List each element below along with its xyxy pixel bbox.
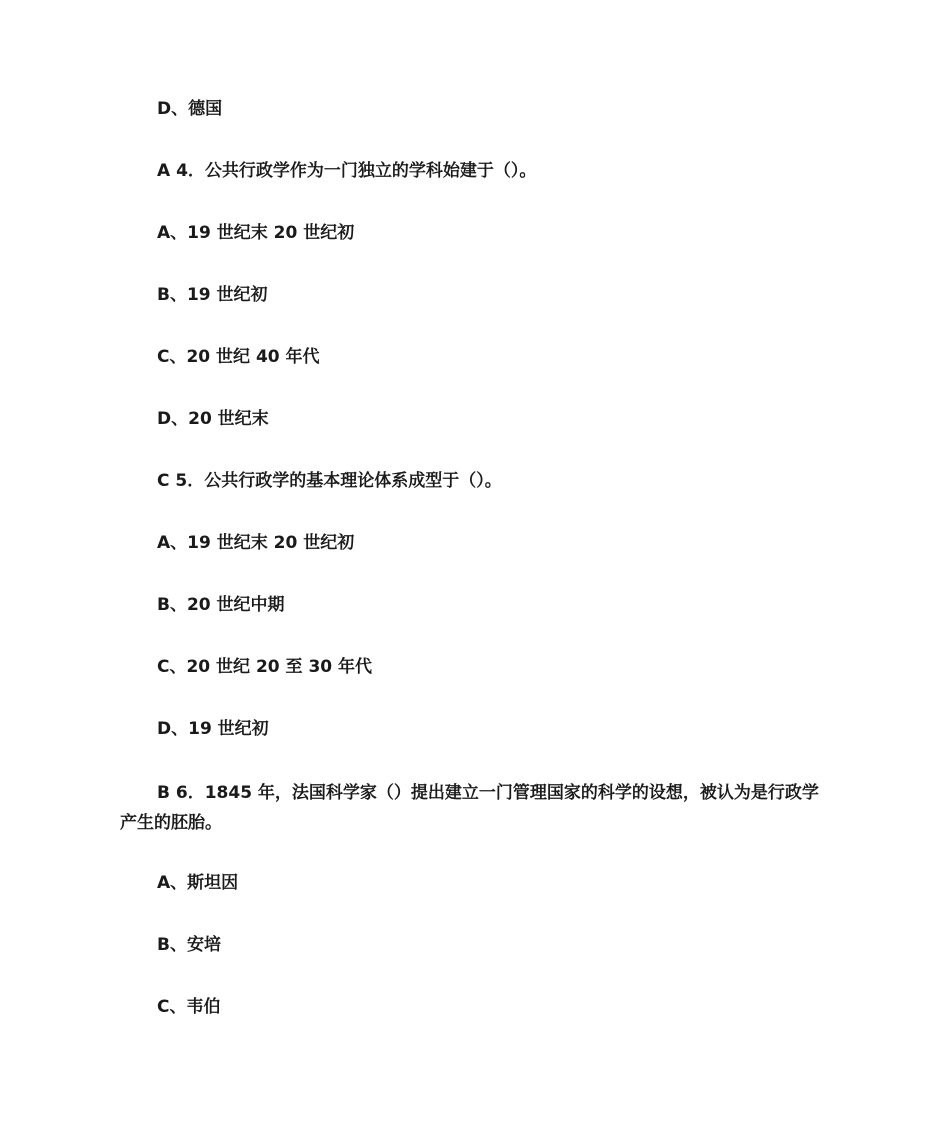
q5-option-a: A、19 世纪末 20 世纪初 [157,533,355,553]
q6-option-c: C、韦伯 [157,997,221,1017]
q4-option-b: B、19 世纪初 [157,285,268,305]
question-6: B 6．1845 年，法国科学家（）提出建立一门管理国家的科学的设想，被认为是行政学产生的胚胎。 [120,783,819,833]
q4-option-d: D、20 世纪末 [157,409,269,429]
q5-option-d: D、19 世纪初 [157,719,269,739]
question-4: A 4．公共行政学作为一门独立的学科始建于（）。 [157,161,537,181]
q6-option-b: B、安培 [157,935,221,955]
q6-option-a: A、斯坦因 [157,873,239,893]
q4-option-a: A、19 世纪末 20 世纪初 [157,223,355,243]
option-d-germany: D、德国 [157,99,223,119]
q5-option-b: B、20 世纪中期 [157,595,285,615]
q5-option-c: C、20 世纪 20 至 30 年代 [157,657,373,677]
question-5: C 5．公共行政学的基本理论体系成型于（）。 [157,471,502,491]
q4-option-c: C、20 世纪 40 年代 [157,347,320,367]
